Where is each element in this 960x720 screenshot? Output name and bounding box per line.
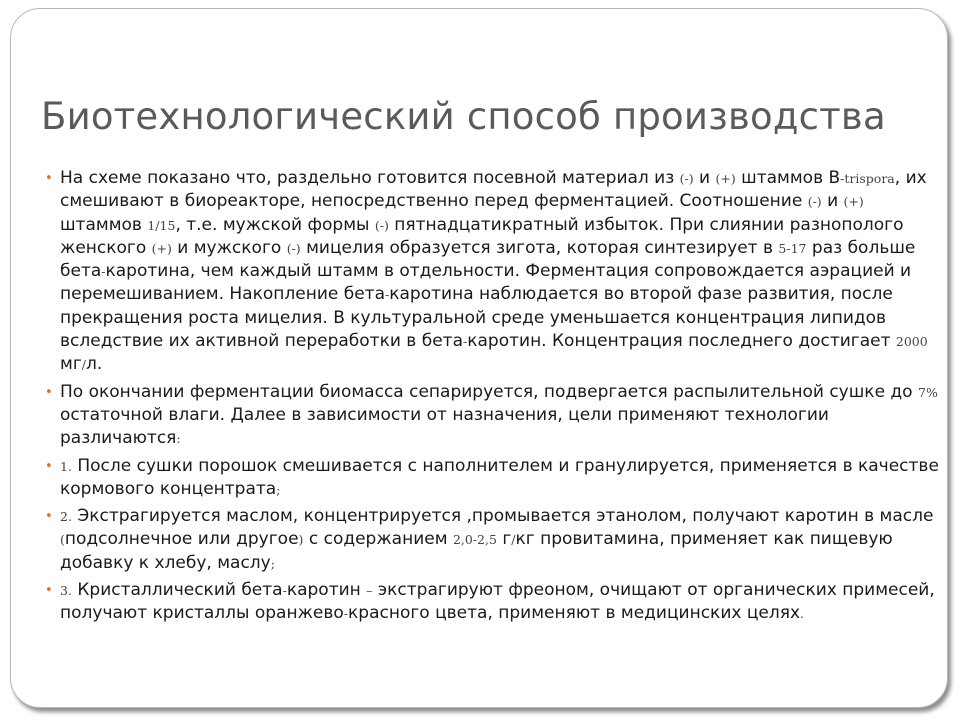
paragraph-text: пятнадцатикратный избыток. При слиянии разнополого женского (60, 214, 904, 258)
inline-serif-fragment: : (176, 431, 181, 447)
paragraph-text: Кристаллический бета (71, 580, 283, 601)
paragraph-text: каротина наблюдается во второй фазе развития, после прекращения роста мицелия. В культуральной среде уменьшается концентрация липидов вследствие их активной переработки в бета (60, 284, 893, 352)
paragraph-text: После сушки порошок смешивается с наполнителем и гранулируется, применяется в качестве кормового концентрата (60, 455, 939, 499)
paragraph-text: экстрагируют фреоном, очищают от органических примесей, получают кристаллы оранжево (60, 580, 935, 624)
paragraph-text: По окончании ферментации биомасса сепарируется, подвергается распылительной сушке до (60, 381, 918, 402)
inline-serif-fragment: (+) (715, 171, 736, 186)
inline-serif-fragment: - (101, 264, 106, 280)
inline-serif-fragment: / (81, 357, 86, 373)
inline-serif-fragment: – (366, 583, 373, 599)
inline-serif-fragment: - (343, 606, 349, 622)
paragraph-text: мг (60, 354, 82, 375)
inline-serif-fragment: 1/15 (147, 217, 176, 233)
bullet-paragraph-3 (41, 455, 941, 502)
paragraph-text: каротин. Концентрация последнего достигает (467, 331, 896, 352)
inline-serif-fragment: - (463, 334, 468, 350)
paragraph-text: г (496, 529, 512, 550)
bullet-paragraph-2 (41, 381, 941, 451)
inline-serif-fragment: / (511, 532, 516, 548)
paragraph-text: каротина, чем каждый штамм в отдельности. Ферментация сопровождается аэрацией и перемешиванием. Накопление бета (60, 261, 912, 305)
paragraph-text: Экстрагируется маслом, концентрируется ,промывается этанолом, получают каротин в масле (71, 506, 934, 527)
paragraph-text: , т.е. мужской формы (175, 214, 375, 235)
inline-serif-fragment: -trispora (840, 171, 895, 186)
paragraph-text: штаммов (60, 214, 148, 235)
inline-serif-fragment: 5-17 (778, 240, 807, 256)
paragraph-text: красного цвета, применяют в медицинских целях (348, 603, 801, 624)
paragraph-text: каротин (286, 580, 367, 601)
bullet-dot-icon: • (45, 171, 53, 186)
inline-serif-fragment: (+) (843, 194, 864, 210)
bullet-dot-icon: • (45, 583, 53, 599)
inline-serif-fragment: 7% (918, 384, 938, 400)
inline-serif-fragment: 2. (60, 509, 72, 525)
slide-title: Биотехнологический способ производства (41, 95, 886, 138)
bullet-dot-icon: • (45, 384, 53, 400)
inline-serif-fragment: 3. (60, 583, 72, 599)
paragraph-text: , их смешивают в биореакторе, непосредственно перед ферментацией. Соотношение (60, 168, 927, 212)
paragraph-text: мицелия образуется зигота, которая синтезирует в (300, 237, 779, 258)
paragraph-text: кг провитамина, применяет как пищевую добавку к хлебу, маслу (60, 529, 893, 573)
inline-serif-fragment: - (385, 287, 390, 303)
inline-serif-fragment: (-) (286, 240, 301, 256)
paragraph-text: остаточной влаги. Далее в зависимости от назначения, цели применяют технологии различаются (60, 404, 829, 449)
paragraph-text: раз больше бета (60, 237, 916, 282)
inline-serif-fragment: ( (60, 532, 65, 548)
slide-body (41, 167, 941, 630)
inline-serif-fragment: (+) (151, 240, 172, 256)
inline-serif-fragment: (-) (679, 171, 694, 186)
inline-serif-fragment: (-) (807, 194, 822, 210)
paragraph-text: подсолнечное или другое (64, 529, 299, 550)
inline-serif-fragment: 2000 (895, 334, 928, 350)
bullet-dot-icon: • (45, 509, 53, 525)
paragraph-text: и (693, 168, 716, 188)
paragraph-text: л. (85, 354, 103, 375)
bullet-paragraph-5 (41, 579, 941, 626)
paragraph-text: с содержанием (303, 529, 453, 550)
inline-serif-fragment: 1. (60, 458, 72, 474)
inline-serif-fragment: ; (276, 481, 281, 497)
slide-frame (10, 8, 948, 708)
paragraph-text: и (821, 191, 844, 212)
bullet-paragraph-4 (41, 505, 941, 575)
bullet-dot-icon: • (45, 458, 53, 474)
inline-serif-fragment: ; (270, 555, 275, 571)
inline-serif-fragment: ) (298, 532, 304, 548)
inline-serif-fragment: . (800, 606, 805, 622)
paragraph-text: и мужского (171, 237, 287, 258)
paragraph-text: штаммов В (735, 168, 841, 188)
bullet-paragraph-1 (41, 167, 941, 377)
inline-serif-fragment: - (282, 583, 287, 599)
inline-serif-fragment: 2,0-2,5 (452, 532, 497, 548)
inline-serif-fragment: (-) (374, 217, 389, 233)
paragraph-text: На схеме показано что, раздельно готовится посевной материал из (60, 168, 680, 188)
